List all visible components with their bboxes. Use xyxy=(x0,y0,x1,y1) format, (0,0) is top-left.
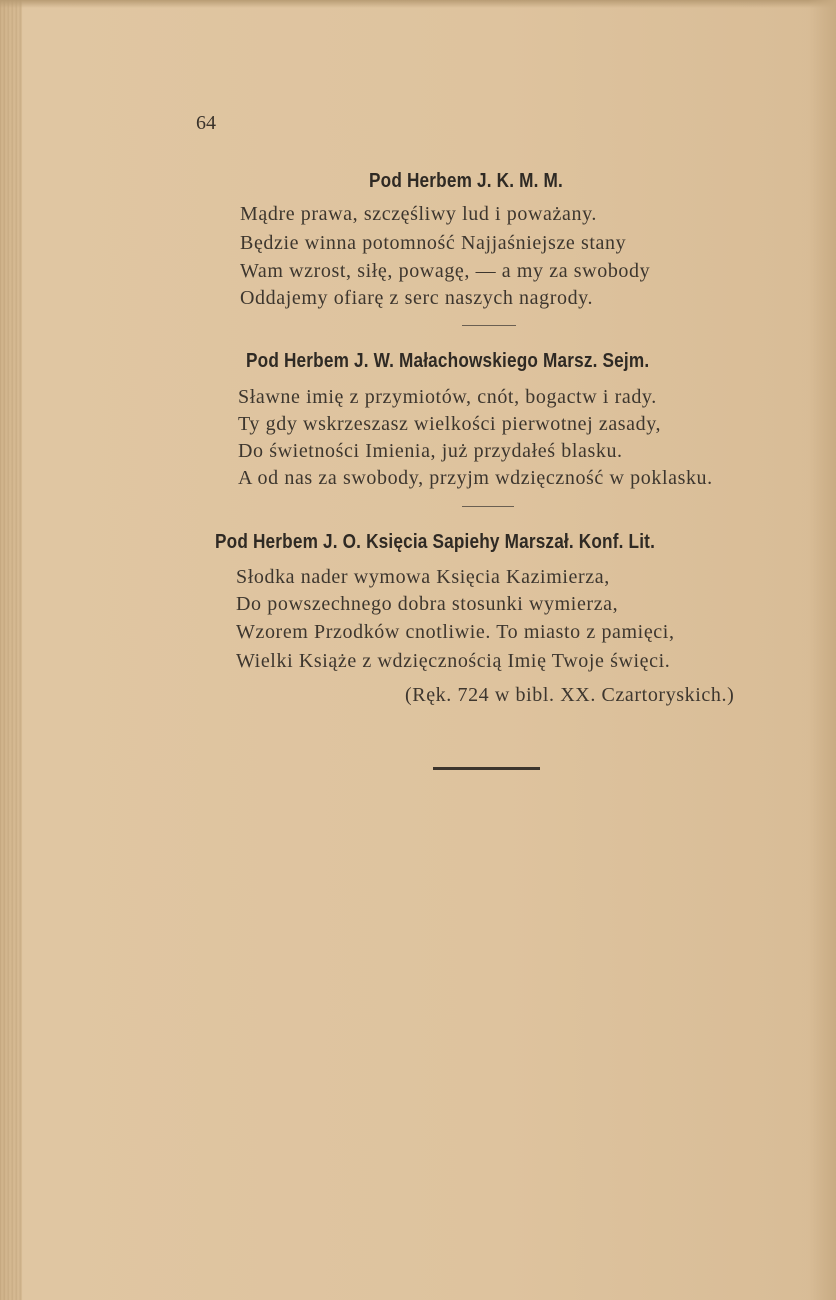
poem-heading: Pod Herbem J. K. M. M. xyxy=(369,170,563,192)
verse-line: Wam wzrost, siłę, powagę, — a my za swobody xyxy=(240,260,651,282)
verse-line: Wzorem Przodków cnotliwie. To miasto z pamięci, xyxy=(236,621,675,643)
poem-heading: Pod Herbem J. W. Małachowskiego Marsz. Sejm. xyxy=(246,350,650,372)
verse-line: Sławne imię z przymiotów, cnót, bogactw i rady. xyxy=(238,386,657,408)
page-edge-right xyxy=(808,0,836,1300)
verse-line: Oddajemy ofiarę z serc naszych nagrody. xyxy=(240,287,594,309)
page-edge-left xyxy=(0,0,22,1300)
verse-line: A od nas za swobody, przyjm wdzięczność w poklasku. xyxy=(238,467,713,489)
source-citation: (Ręk. 724 w bibl. XX. Czartoryskich.) xyxy=(405,684,735,706)
page-edge-top xyxy=(0,0,836,8)
verse-line: Do świetności Imienia, już przydałeś blasku. xyxy=(238,440,623,462)
verse-line: Mądre prawa, szczęśliwy lud i poważany. xyxy=(240,203,597,225)
page-number: 64 xyxy=(196,112,216,134)
verse-line: Ty gdy wskrzeszasz wielkości pierwotnej zasady, xyxy=(238,413,662,435)
verse-line: Będzie winna potomność Najjaśniejsze stany xyxy=(240,232,627,254)
verse-line: Słodka nader wymowa Księcia Kazimierza, xyxy=(236,566,610,588)
section-divider xyxy=(462,325,516,326)
end-rule xyxy=(433,767,540,770)
verse-line: Wielki Książe z wdzięcznością Imię Twoje święci. xyxy=(236,650,671,672)
verse-line: Do powszechnego dobra stosunki wymierza, xyxy=(236,593,619,615)
poem-heading: Pod Herbem J. O. Księcia Sapiehy Marszał. Konf. Lit. xyxy=(215,531,656,553)
section-divider xyxy=(462,506,514,507)
